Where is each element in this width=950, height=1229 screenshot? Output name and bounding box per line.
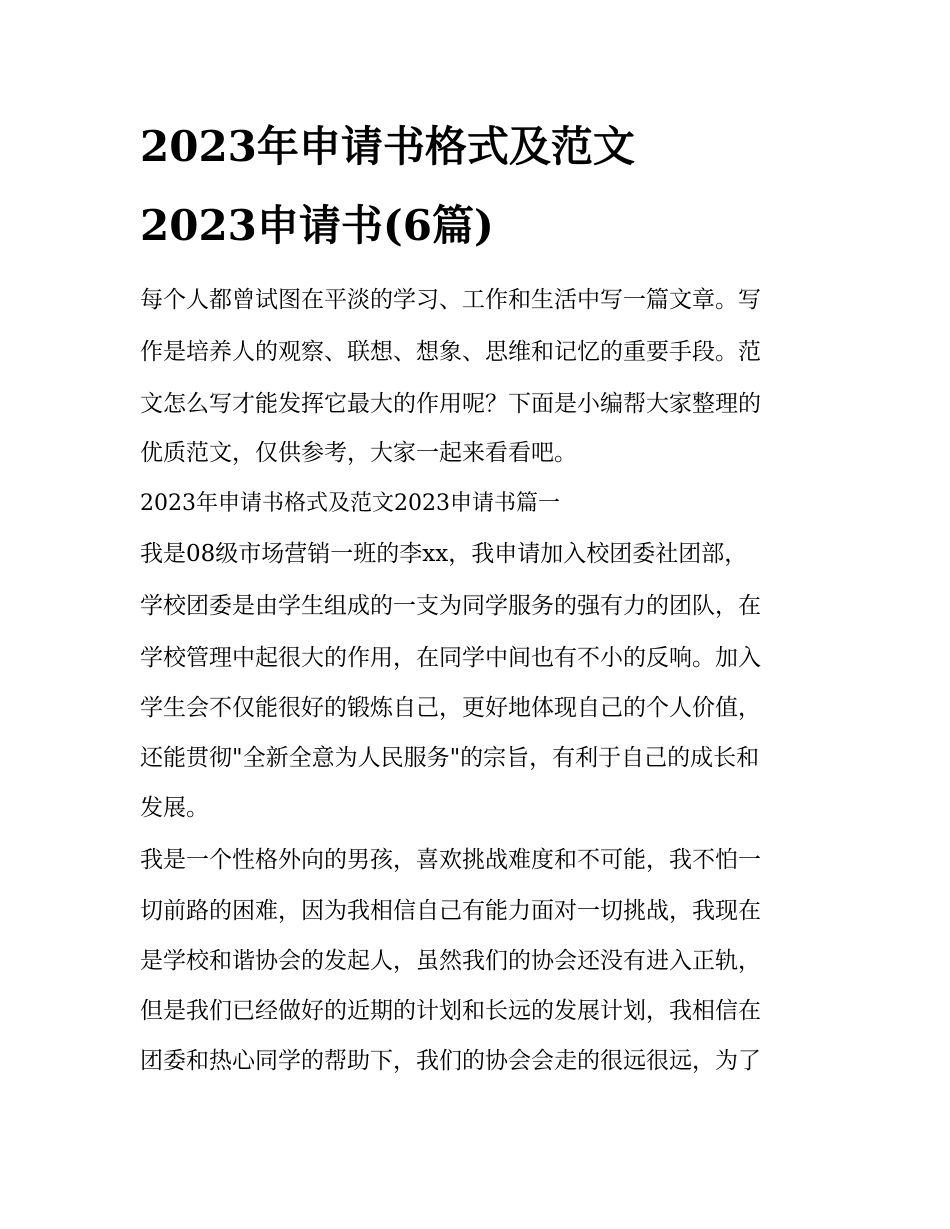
document-title-line-2: 2023申请书(6篇) <box>140 201 494 250</box>
intro-line-4: 优质范文，仅供参考，大家一起来看看吧。 <box>140 440 577 466</box>
paragraph1-line-1: 我是08级市场营销一班的李xx，我申请加入校团委社团部， <box>140 541 748 567</box>
paragraph1-line-4: 学生会不仅能很好的锻炼自己，更好地体现自己的个人价值， <box>140 695 761 721</box>
paragraph2-line-5: 团委和热心同学的帮助下，我们的协会会走的很远很远，为了 <box>140 1048 761 1074</box>
paragraph1-line-2: 学校团委是由学生组成的一支为同学服务的强有力的团队，在 <box>140 593 761 619</box>
intro-line-2: 作是培养人的观察、联想、想象、思维和记忆的重要手段。范 <box>140 339 761 365</box>
document-title-line-1: 2023年申请书格式及范文 <box>140 122 635 171</box>
paragraph2-line-4: 但是我们已经做好的近期的计划和长远的发展计划，我相信在 <box>140 998 761 1024</box>
paragraph1-line-6: 发展。 <box>140 795 209 821</box>
paragraph1-line-3: 学校管理中起很大的作用，在同学中间也有不小的反响。加入 <box>140 645 761 671</box>
paragraph1-line-5: 还能贯彻"全新全意为人民服务"的宗旨，有利于自己的成长和 <box>140 745 760 771</box>
section-heading: 2023年申请书格式及范文2023申请书篇一 <box>140 491 560 516</box>
paragraph2-line-1: 我是一个性格外向的男孩，喜欢挑战难度和不可能，我不怕一 <box>140 847 761 873</box>
intro-line-3: 文怎么写才能发挥它最大的作用呢？下面是小编帮大家整理的 <box>140 391 761 417</box>
paragraph2-line-3: 是学校和谐协会的发起人，虽然我们的协会还没有进入正轨， <box>140 948 761 974</box>
paragraph2-line-2: 切前路的困难，因为我相信自己有能力面对一切挑战，我现在 <box>140 898 761 924</box>
intro-line-1: 每个人都曾试图在平淡的学习、工作和生活中写一篇文章。写 <box>140 287 761 313</box>
